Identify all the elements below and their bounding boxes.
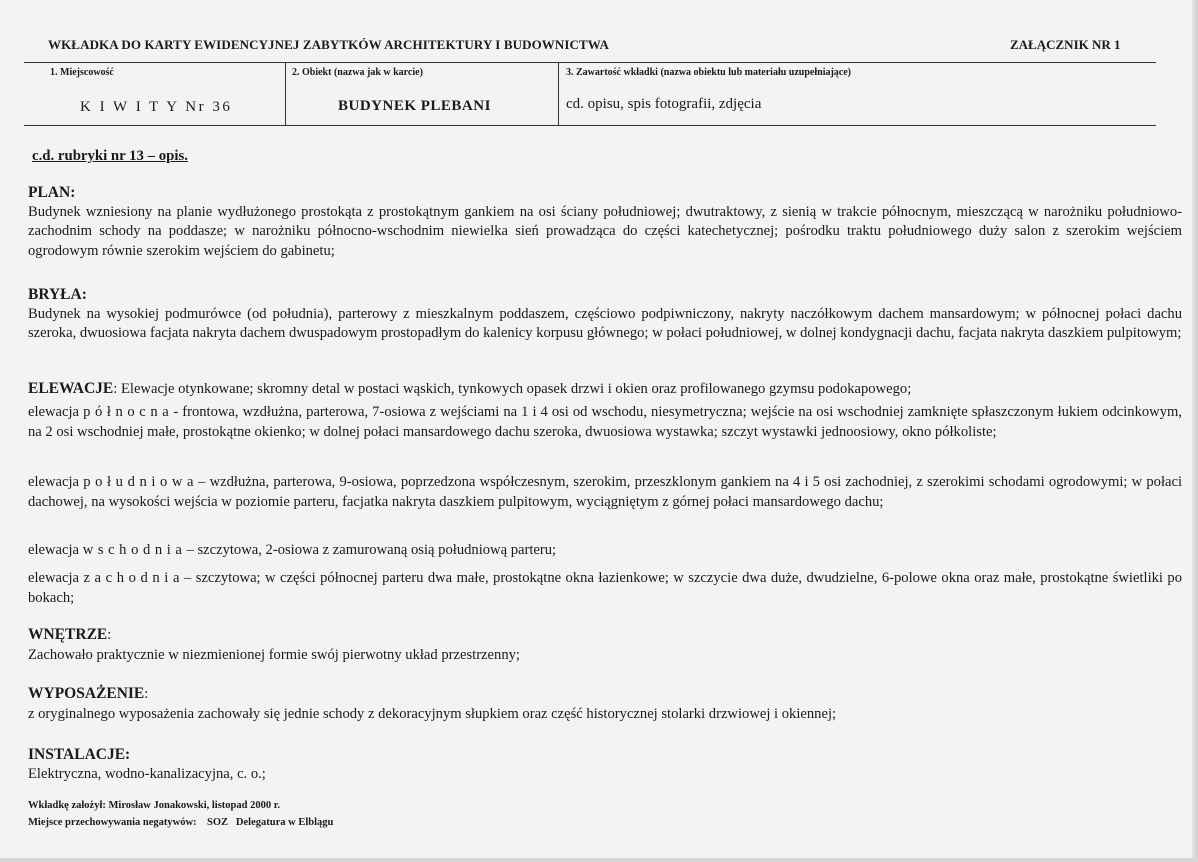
place-label: 1. Miejscowość [50,67,114,78]
wnetrze-text: Zachowało praktycznie w niezmienionej formie swój pierwotny układ przestrzenny; [28,646,520,663]
column-divider-1 [285,62,286,125]
elewacje-heading: ELEWACJE [28,380,114,397]
north-text: - frontowa, wzdłużna, parterowa, 7-osiowa z wejściami na 1 i 4 osi od wschodu, niesymetryczna; wejście na osi wschodniej zamknięte spłaszczonym łukiem odcinkowym, na 2 osi wschodniej małe, prostokątne okienko; w dolnej połaci mansardowego dachu szeroka, dwuosiowa wystawka; szczyt wystawki jednoosiowy, okno półkoliste; [28,404,1183,440]
annex-number: ZAŁĄCZNIK NR 1 [1010,37,1121,52]
east-name: wschodnia [82,542,187,558]
section-wyposazenie [28,684,1182,724]
sheet-title: WKŁADKA DO KARTY EWIDENCYJNEJ ZABYTKÓW ARCHITEKTURY I BUDOWNICTWA [48,37,609,52]
object-value: BUDYNEK PLEBANI [338,98,491,114]
paper-edge-right [1192,0,1198,862]
wyposazenie-heading: WYPOSAŻENIE [28,685,145,702]
continuation-title: c.d. rubryki nr 13 – opis. [32,148,188,164]
section-wnetrze [28,625,1182,665]
content-value: cd. opisu, spis fotografii, zdjęcia [566,96,762,112]
wnetrze-colon: : [107,627,112,643]
north-prefix: elewacja [28,404,84,420]
west-name: zachodnia [83,570,185,586]
content-label: 3. Zawartość wkładki (nazwa obiektu lub materiału uzupełniające) [566,67,852,78]
elevation-east [28,541,1182,561]
place-value: K I W I T Y Nr 36 [80,99,233,115]
section-elewacje [28,379,1182,400]
elevation-south [28,473,1182,512]
section-bryla [28,285,1182,344]
wyposazenie-text: z oryginalnego wyposażenia zachowały się jednie schody z dekoracyjnym słupkiem oraz część historycznej stolarki drzwiowej i okiennej; [28,705,837,722]
column-divider-2 [558,62,559,125]
footer-author: Wkładkę założył: Mirosław Jonakowski, listopad 2000 r. [28,800,281,811]
elewacje-intro-line [28,379,1182,400]
object-label: 2. Obiekt (nazwa jak w karcie) [292,67,423,78]
footer-negatives: Miejsce przechowywania negatywów: SOZ Delegatura w Elblągu [28,817,334,828]
elevation-north [28,403,1182,442]
section-plan [28,183,1182,261]
paper-edge-bottom [0,858,1198,862]
south-prefix: elewacja [28,474,84,490]
header-rule-top [24,62,1156,63]
wnetrze-heading: WNĘTRZE [28,626,108,643]
bryla-text: Budynek na wysokiej podmurówce (od południa), parterowy z mieszkalnym poddaszem, częściowo podpiwniczony, nakryty naczółkowym dachem mansardowym; w północnej połaci dachu szeroka, dwuosiowa facjata nakryta dachem dwuspadowym prostopadłym do kalenicy korpusu głównego; w połaci południowej, w dolnej kondygnacji dachu, facjata nakryta daszkiem pulpitowym; [28,305,1182,342]
instalacje-heading: INSTALACJE: [28,746,131,763]
west-prefix: elewacja [28,570,84,586]
wyposazenie-colon: : [144,686,149,702]
plan-text: Budynek wzniesiony na planie wydłużonego prostokąta z prostokątnym gankiem na osi ściany południowej; dwutraktowy, z sienią w trakcie północnym, mieszczącą w narożniku południowo-zachodnim schody na poddasze; w narożniku północno-wschodnim niewielka sień prowadząca do części katechetycznej; pośrodku traktu południowego duży salon z szerokim wejściem ogrodowym równie szerokim wejściem do gabinetu; [28,203,1182,259]
plan-heading: PLAN: [28,184,76,201]
instalacje-text: Elektryczna, wodno-kanalizacyjna, c. o.; [28,765,266,782]
elewacje-intro: : Elewacje otynkowane; skromny detal w postaci wąskich, tynkowych opasek drzwi i okien oraz profilowanego gzymsu podokapowego; [113,381,912,397]
east-prefix: elewacja [28,542,83,558]
section-instalacje [28,745,1182,784]
west-text: – szczytowa; w części północnej parteru dwa małe, prostokątne okna łazienkowe; w szczycie dwa duże, dwudzielne, 6-polowe okna oraz małe, prostokątne świetliki po bokach; [28,570,1183,606]
east-text: – szczytowa, 2-osiowa z zamurowaną osią południową parteru; [186,542,557,558]
header-rule-bottom [24,125,1156,126]
elevation-west [28,569,1182,608]
south-text: – wzdłużna, parterowa, 9-osiowa, poprzedzona współczesnym, szerokim, przeszklonym gankiem na 4 i 5 osi zachodniej, z szerokimi schodami ogrodowymi; w połaci dachowej, na wysokości wejścia w poziomie parteru, facjatka nakryta daszkiem pulpitowym, wyciągniętym z górnej połaci mansardowego dachu; [28,474,1183,510]
north-name: północna [83,404,174,420]
bryla-heading: BRYŁA: [28,286,87,303]
south-name: południowa [83,474,199,490]
